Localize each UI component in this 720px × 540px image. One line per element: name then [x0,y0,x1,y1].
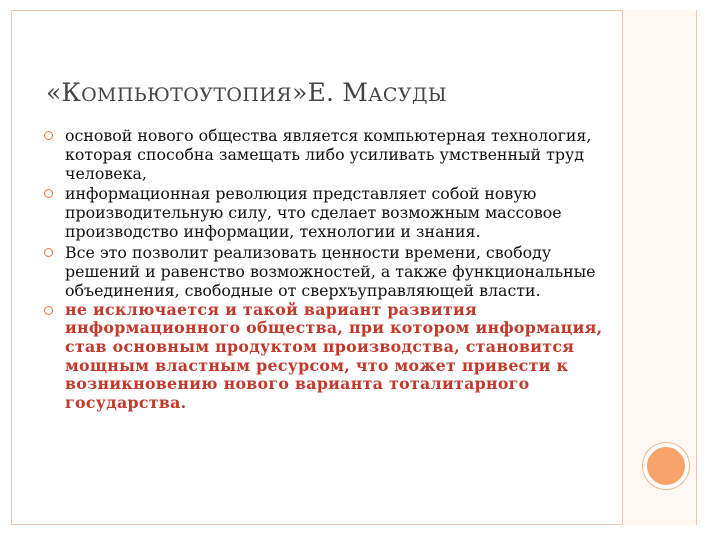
bullet-item-4-emphasis [44,301,622,413]
slide-title [46,78,447,107]
bullet-list [44,126,622,413]
bullet-text: Все это позволит реализовать ценности времени, свободу решений и равенство возможностей, а также функциональные объединения, свободные от сверхъуправляющей власти. [65,242,596,300]
bullet-text: не исключается и такой вариант развития информационного общества, при котором информация, став основным продуктом производства, становится мощным властным ресурсом, что может привести к возникновению нового варианта тоталитарного государства. [65,299,603,412]
bullet-item-3 [44,243,622,300]
filled-circle-icon [643,443,689,489]
bullet-item-1 [44,126,622,183]
title-author-rest: АСУДЫ [368,84,447,106]
circle-outline-icon [44,131,53,140]
bullet-text: основой нового общества является компьютерная технология, которая способна замещать либо усиливать умственный труд человека, [65,126,592,184]
title-author-initial: Е. М [307,78,369,107]
circle-outline-icon [44,189,53,198]
frame-divider-line [622,10,623,525]
circle-outline-icon [44,306,53,315]
circle-outline-icon [44,248,53,257]
title-word-initial: К [61,78,82,107]
title-word-rest: ОМПЬЮТОУТОПИЯ [81,84,293,106]
title-open-quote: « [46,78,62,107]
bullet-text: информационная революция представляет собой новую производительную силу, что сделает возможным массовое производство информации, технологии и знания. [65,184,562,242]
title-close-quote: » [292,78,308,107]
bullet-item-2 [44,184,622,241]
